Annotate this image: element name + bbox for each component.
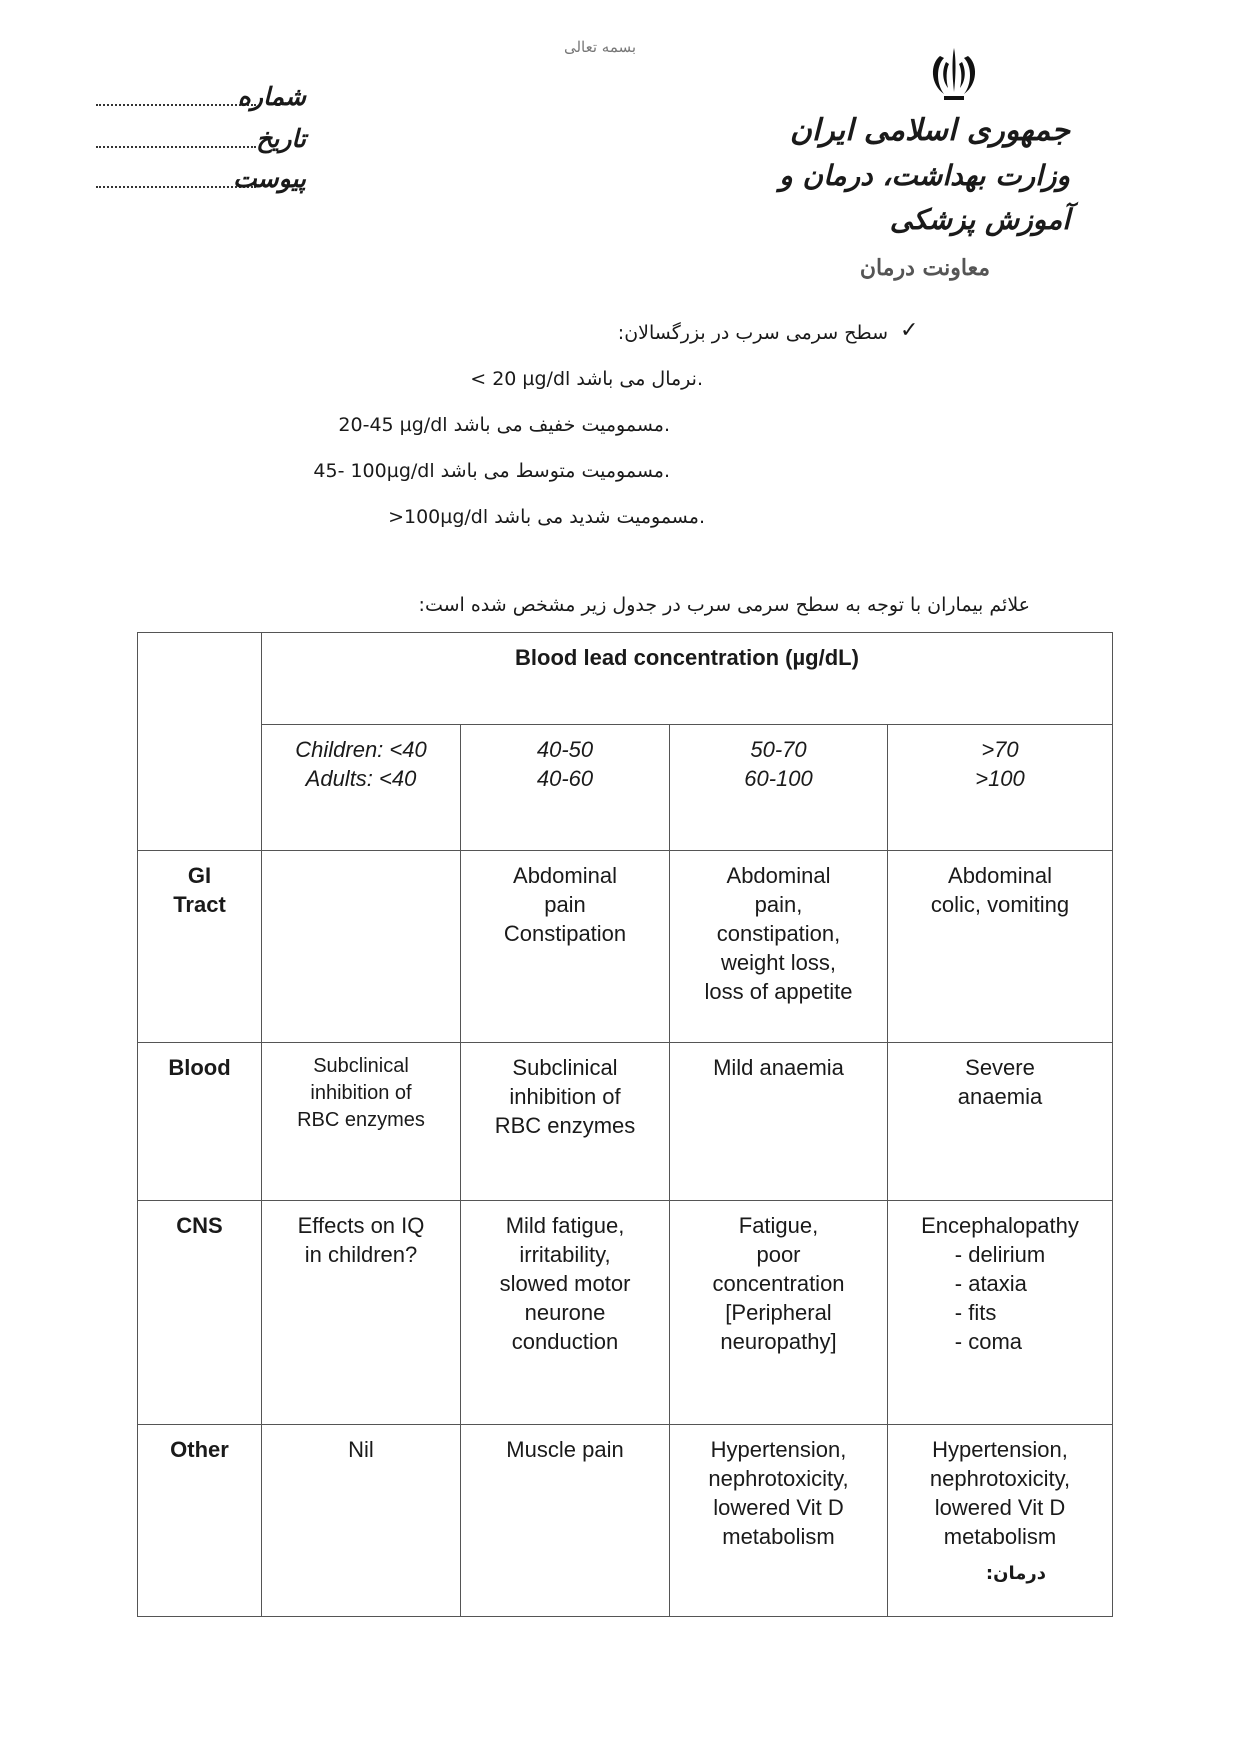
- range-cell: >70 >100: [888, 725, 1113, 851]
- row-header-blood: Blood: [138, 1043, 262, 1201]
- table-cell: Mild anaemia: [670, 1043, 888, 1201]
- range-cell: 50-70 60-100: [670, 725, 888, 851]
- range-cell: 40-50 40-60: [461, 725, 670, 851]
- corner-cell: [138, 633, 262, 851]
- meta-attachment-dots: [96, 186, 256, 188]
- table-cell: Effects on IQ in children?: [262, 1201, 461, 1425]
- country-name: جمهوری اسلامی ایران: [789, 113, 1070, 148]
- table-cell: [262, 851, 461, 1043]
- table-header: Blood lead concentration (µg/dL): [262, 633, 1113, 725]
- level-line-severe: >100µg/dl مسمومیت شدید می باشد.: [388, 506, 705, 528]
- level-line-moderate: 45- 100µg/dl مسمومیت متوسط می باشد.: [313, 460, 670, 482]
- organization-header: [740, 108, 1070, 288]
- row-header-other: Other: [138, 1425, 262, 1617]
- row-header-cns: CNS: [138, 1201, 262, 1425]
- table-row: [138, 1201, 1113, 1425]
- encephalopathy-list: - delirium - ataxia - fits - coma: [954, 1242, 1046, 1354]
- level-line-mild: 20-45 µg/dl مسمومیت خفیف می باشد.: [338, 414, 670, 436]
- meta-attachment: [96, 164, 306, 198]
- table-cell: Fatigue, poor concentration [Peripheral neuropathy]: [670, 1201, 888, 1425]
- table-cell: Mild fatigue, irritability, slowed motor neurone conduction: [461, 1201, 670, 1425]
- meta-date-label: تاریخ: [256, 124, 306, 153]
- ministry-name: وزارت بهداشت، درمان و آموزش پزشکی: [779, 159, 1070, 236]
- treatment-label: درمان:: [985, 1563, 1046, 1584]
- meta-number-dots: [96, 104, 256, 106]
- table-cell: Hypertension, nephrotoxicity, lowered Vit D metabolism: [670, 1425, 888, 1617]
- meta-number-label: شماره: [237, 82, 306, 111]
- table-cell: Muscle pain: [461, 1425, 670, 1617]
- table-intro: علائم بیماران با توجه به سطح سرمی سرب در جدول زیر مشخص شده است:: [418, 594, 1030, 616]
- table-cell: Encephalopathy - delirium - ataxia - fits - coma: [888, 1201, 1113, 1425]
- meta-date-dots: [96, 146, 256, 148]
- table-row: [138, 851, 1113, 1043]
- table-cell: Abdominal pain, constipation, weight loss, loss of appetite: [670, 851, 888, 1043]
- table-cell: Subclinical inhibition of RBC enzymes: [262, 1043, 461, 1201]
- table-cell: Subclinical inhibition of RBC enzymes: [461, 1043, 670, 1201]
- table-row: [138, 1425, 1113, 1617]
- table-cell: Nil: [262, 1425, 461, 1617]
- table-row: [138, 1043, 1113, 1201]
- table-cell: Abdominal pain Constipation: [461, 851, 670, 1043]
- meta-date: [96, 124, 306, 158]
- range-row: [138, 725, 1113, 851]
- table-cell: Abdominal colic, vomiting: [888, 851, 1113, 1043]
- meta-number: [96, 82, 306, 116]
- table-cell: Hypertension, nephrotoxicity, lowered Vit D metabolism درمان:: [888, 1425, 1113, 1617]
- row-header-gi: GI Tract: [138, 851, 262, 1043]
- department-name: معاونت درمان: [859, 255, 990, 281]
- iran-emblem-logo: [922, 44, 986, 104]
- range-cell: Children: <40 Adults: <40: [262, 725, 461, 851]
- meta-attachment-label: پیوست: [233, 164, 306, 193]
- level-line-normal: < 20 µg/dl نرمال می باشد.: [470, 368, 703, 390]
- lead-symptoms-table: [137, 632, 1113, 1617]
- bismillah: بسمه تعالی: [563, 38, 637, 56]
- table-cell: Severe anaemia: [888, 1043, 1113, 1201]
- intro-title: سطح سرمی سرب در بزرگسالان:: [617, 322, 888, 344]
- table-header-row: [138, 633, 1113, 725]
- check-mark-icon: ✓: [900, 318, 919, 343]
